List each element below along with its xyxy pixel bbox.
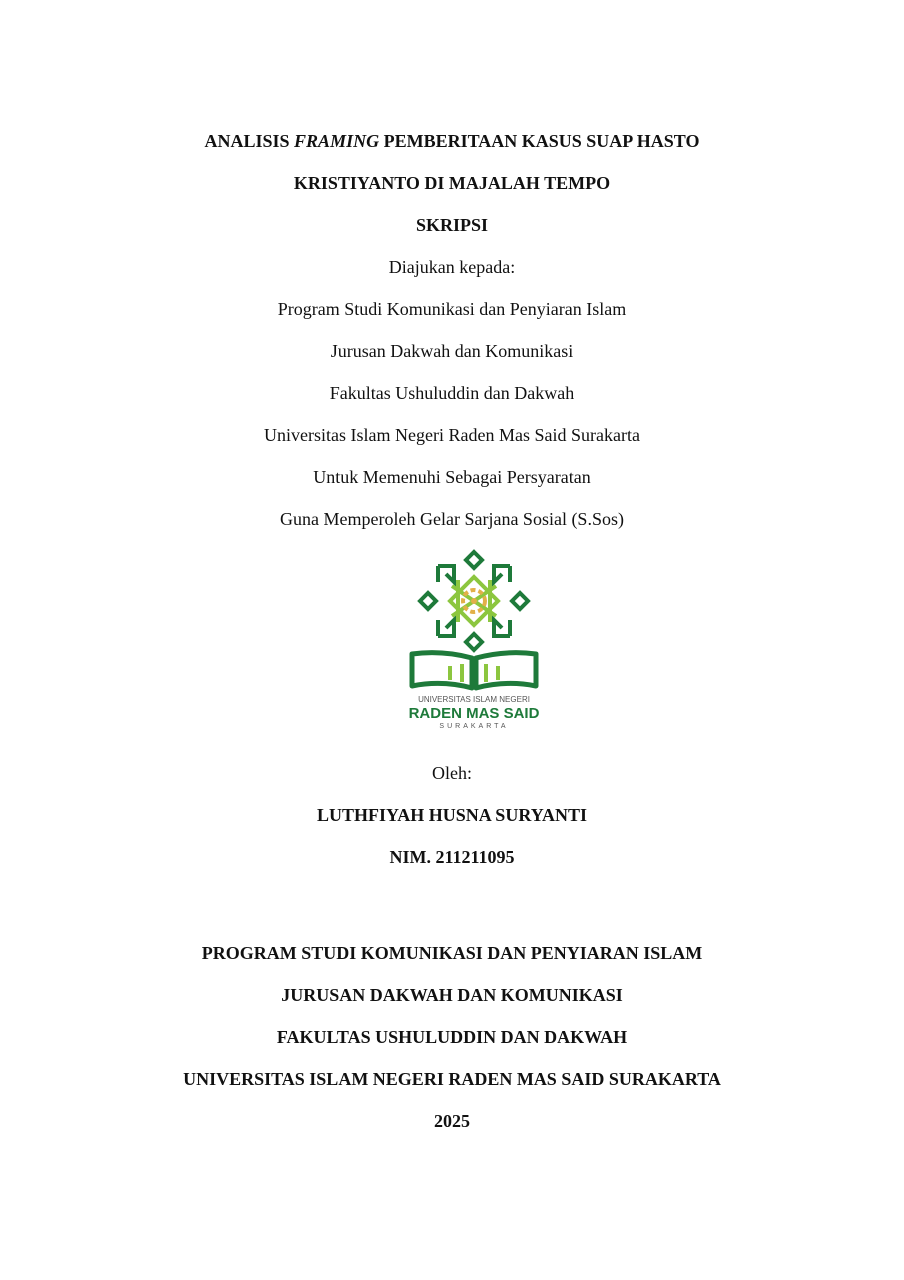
logo-text-line-3: SURAKARTA (439, 723, 509, 730)
footer-year: 2025 (434, 1111, 470, 1131)
logo-text-line-2: RADEN MAS SAID (408, 705, 540, 722)
title-suffix: PEMBERITAAN KASUS SUAP HASTO (379, 131, 700, 151)
logo-text-line-1: UNIVERSITAS ISLAM NEGERI (418, 695, 530, 704)
submission-program: Program Studi Komunikasi dan Penyiaran Islam (277, 299, 627, 319)
title-prefix: ANALISIS (204, 131, 295, 151)
footer-department: JURUSAN DAKWAH DAN KOMUNIKASI (281, 985, 623, 1005)
document-type: SKRIPSI (415, 215, 489, 235)
title-line-1 (0, 130, 904, 152)
title-line-2: KRISTIYANTO DI MAJALAH TEMPO (293, 173, 611, 193)
submission-intro: Diajukan kepada: (388, 257, 516, 277)
author-by-label: Oleh: (432, 763, 472, 783)
submission-university: Universitas Islam Negeri Raden Mas Said Surakarta (264, 425, 640, 445)
logo-emblem-star (420, 552, 528, 650)
footer-program: PROGRAM STUDI KOMUNIKASI DAN PENYIARAN ISLAM (201, 943, 703, 963)
submission-purpose-1: Untuk Memenuhi Sebagai Persyaratan (313, 467, 591, 487)
author-name: LUTHFIYAH HUSNA SURYANTI (316, 805, 588, 825)
university-logo (402, 546, 546, 732)
footer-faculty: FAKULTAS USHULUDDIN DAN DAKWAH (276, 1027, 628, 1047)
title-italic-word: FRAMING (294, 131, 380, 151)
submission-purpose-2: Guna Memperoleh Gelar Sarjana Sosial (S.Sos) (280, 509, 624, 529)
submission-department: Jurusan Dakwah dan Komunikasi (330, 341, 574, 361)
logo-open-book (412, 653, 536, 688)
submission-faculty: Fakultas Ushuluddin dan Dakwah (329, 383, 575, 403)
author-nim: NIM. 211211095 (389, 847, 515, 867)
footer-university: UNIVERSITAS ISLAM NEGERI RADEN MAS SAID SURAKARTA (183, 1069, 721, 1089)
